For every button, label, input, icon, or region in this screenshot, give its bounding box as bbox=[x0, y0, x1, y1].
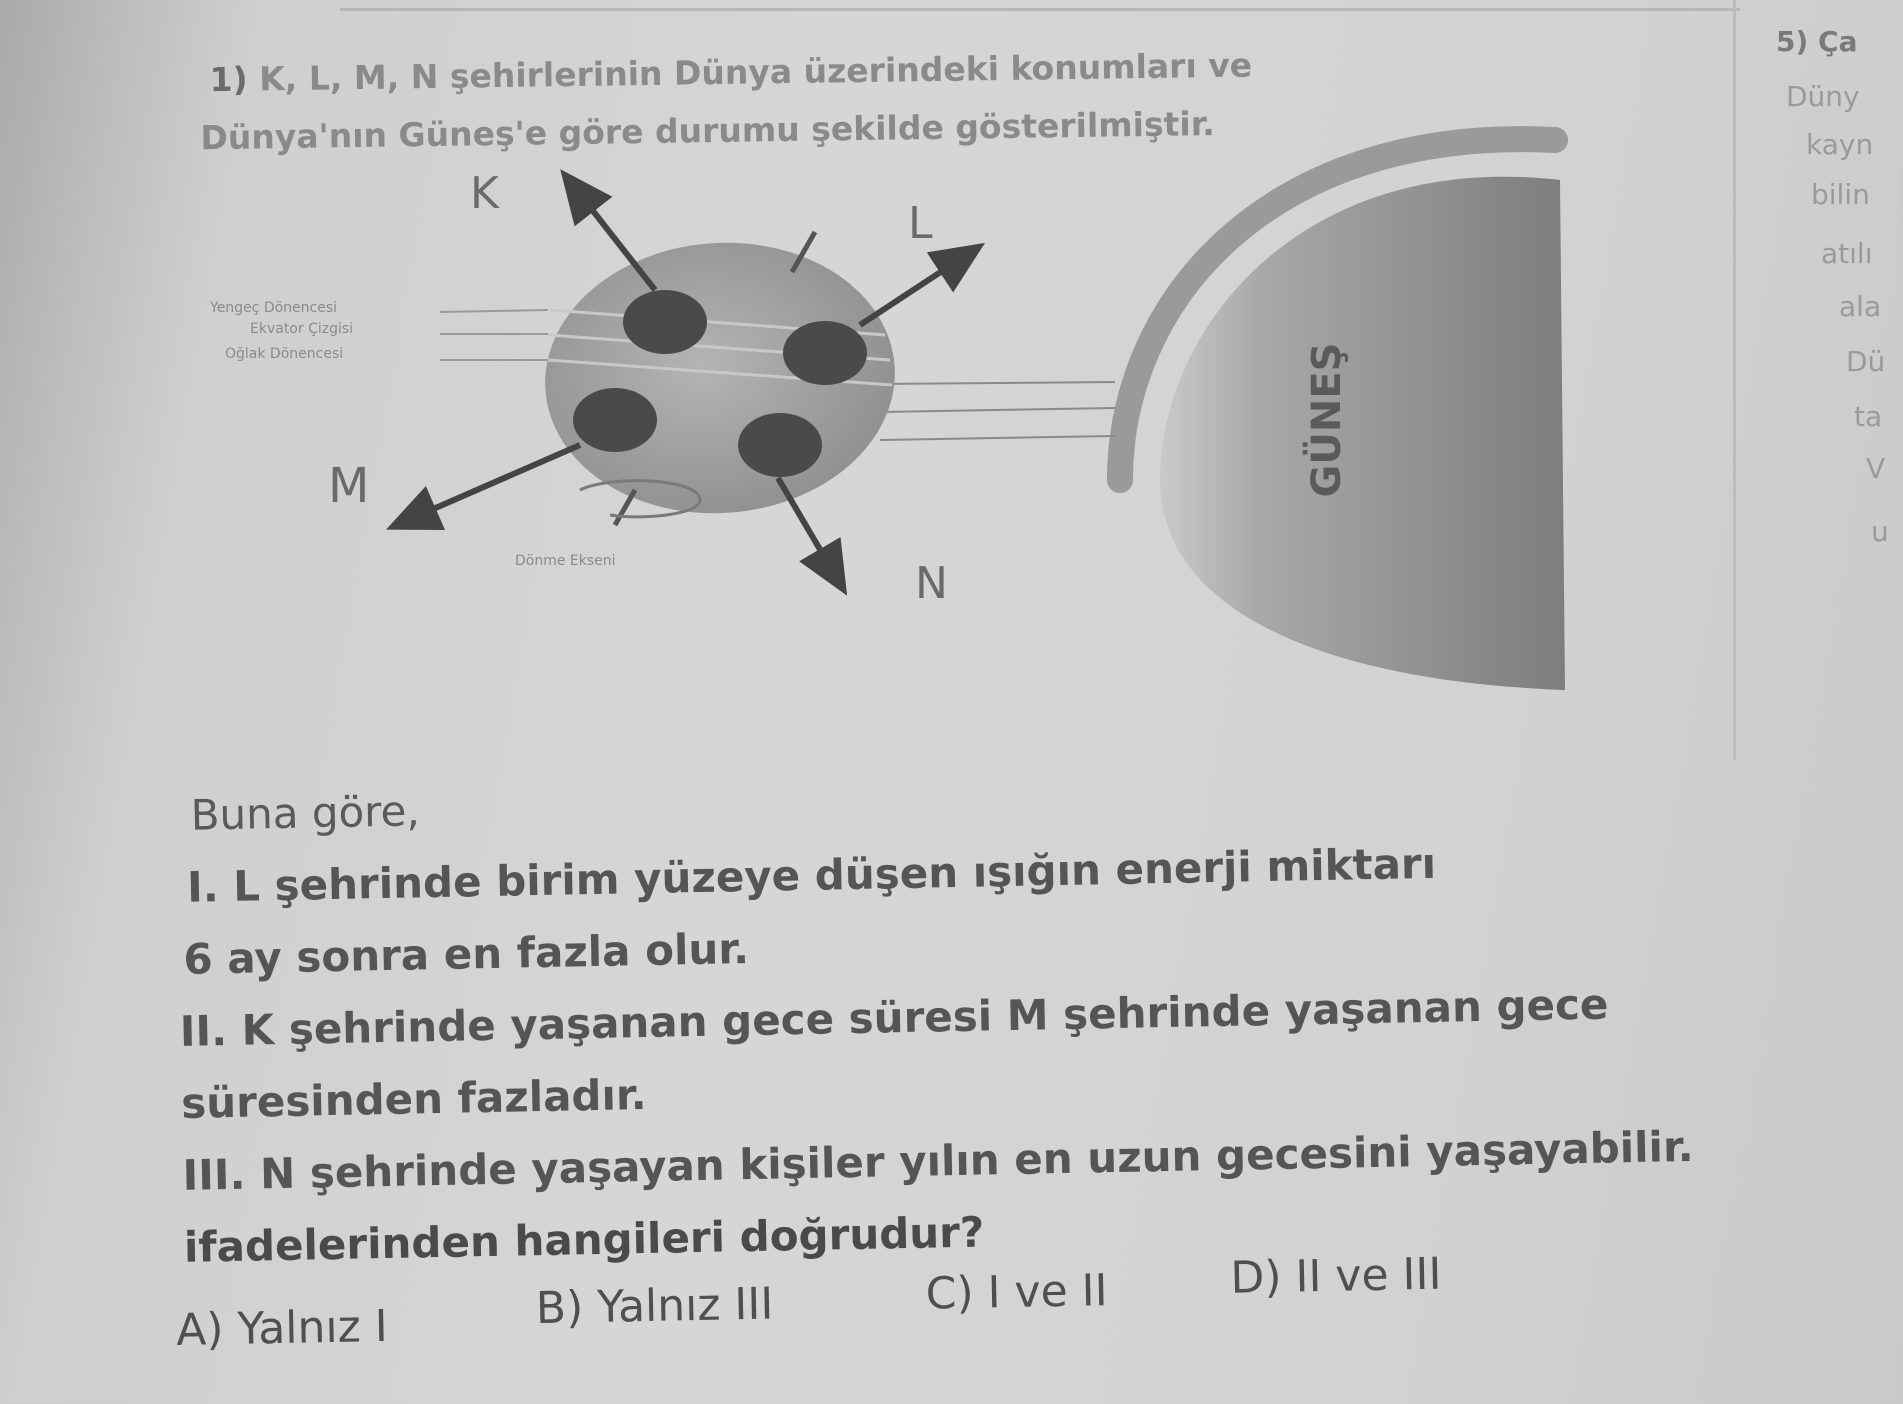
question-5-column bbox=[1733, 0, 1903, 760]
question-1-statements bbox=[175, 747, 1884, 1284]
sun-label: GÜNEŞ bbox=[1304, 342, 1350, 498]
option-a[interactable]: A) Yalnız I bbox=[175, 1300, 389, 1356]
label-city-l: L bbox=[908, 198, 933, 249]
legend-equator: Ekvator Çizgisi bbox=[250, 321, 354, 337]
sun-ray bbox=[880, 436, 1115, 440]
option-b[interactable]: B) Yalnız III bbox=[535, 1278, 774, 1335]
question-line-1: K, L, M, N şehirlerinin Dünya üzerindeki konumları ve bbox=[258, 45, 1253, 99]
arrow-l bbox=[860, 256, 965, 325]
side-word: ta bbox=[1854, 400, 1883, 433]
side-word: atılı bbox=[1821, 237, 1873, 270]
statement-2-line-2: süresinden fazladır. bbox=[180, 1070, 648, 1128]
side-word: Düny bbox=[1786, 80, 1860, 113]
label-city-k: K bbox=[470, 168, 499, 219]
statements-intro: Buna göre, bbox=[190, 786, 421, 840]
side-word: kayn bbox=[1806, 128, 1874, 161]
question-line-2: Dünya'nın Güneş'e göre durumu şekilde gösterilmiştir. bbox=[200, 104, 1216, 158]
statement-3: III. N şehrinde yaşayan kişiler yılın en uzun gecesini yaşayabilir. bbox=[182, 1121, 1695, 1200]
question-5-number: 5) Ça bbox=[1776, 25, 1858, 58]
statement-2-line-1: II. K şehrinde yaşanan gece süresi M şehrinde yaşanan gece bbox=[179, 979, 1609, 1056]
statement-1-line-1: I. L şehrinde birim yüzeye düşen ışığın enerji miktarı bbox=[186, 838, 1437, 912]
side-word: bilin bbox=[1811, 178, 1870, 211]
city-n-dot bbox=[738, 413, 822, 477]
city-k-dot bbox=[623, 290, 707, 354]
side-word: Dü bbox=[1846, 345, 1886, 378]
sun-ray bbox=[880, 408, 1115, 412]
sun-ray bbox=[880, 382, 1115, 384]
side-word: ala bbox=[1839, 290, 1882, 323]
question-prompt: ifadelerinden hangileri doğrudur? bbox=[183, 1207, 985, 1272]
legend-axis: Dönme Ekseni bbox=[515, 553, 616, 569]
axis-line-bottom bbox=[615, 490, 635, 525]
city-l-dot bbox=[783, 321, 867, 385]
side-word: V bbox=[1866, 452, 1886, 485]
legend-cancer: Yengeç Dönencesi bbox=[210, 300, 338, 316]
legend-capricorn: Oğlak Dönencesi bbox=[225, 346, 344, 362]
option-c[interactable]: C) I ve II bbox=[925, 1265, 1109, 1320]
question-number: 1) bbox=[209, 59, 248, 100]
statement-1-line-2: 6 ay sonra en fazla olur. bbox=[182, 924, 750, 984]
legend-leader-cancer bbox=[440, 310, 548, 312]
label-city-m: M bbox=[328, 458, 370, 514]
city-m-dot bbox=[573, 388, 657, 452]
side-word: u bbox=[1871, 515, 1889, 548]
option-d[interactable]: D) II ve III bbox=[1229, 1248, 1442, 1304]
arrow-m bbox=[408, 445, 580, 520]
label-city-n: N bbox=[915, 558, 948, 609]
